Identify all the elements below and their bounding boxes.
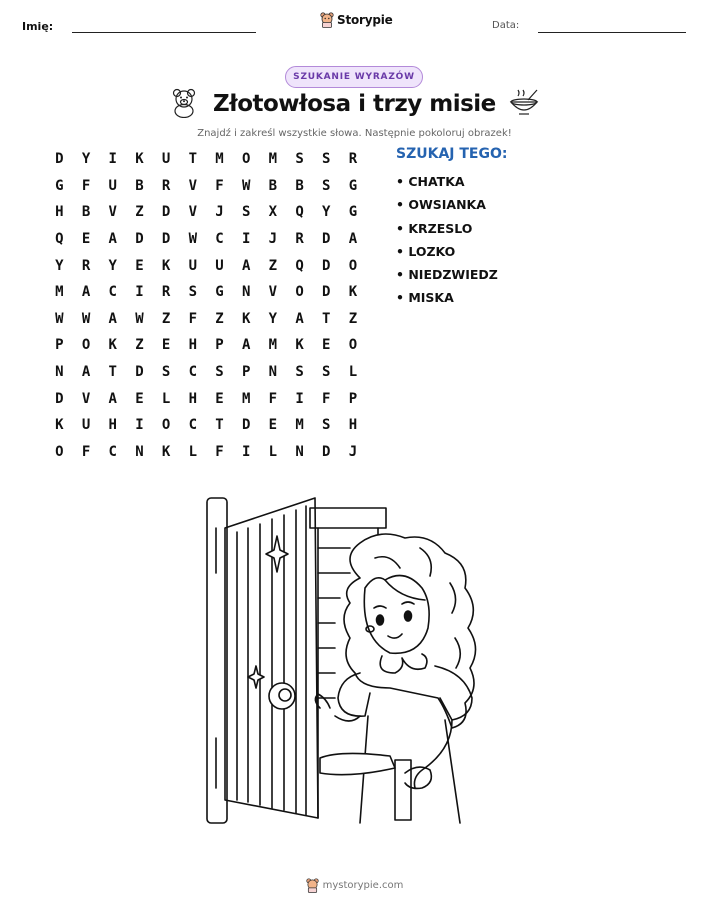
name-field-line [72,32,256,33]
grid-letter[interactable]: E [268,417,278,434]
grid-letter[interactable]: G [215,284,224,301]
grid-letter[interactable]: C [215,231,224,248]
grid-letter[interactable]: U [108,177,117,194]
grid-letter[interactable]: D [241,417,251,434]
grid-letter[interactable]: G [55,177,64,194]
grid-letter[interactable]: K [55,417,64,434]
grid-row [46,199,366,226]
grid-letter[interactable]: D [55,390,64,407]
grid-letter[interactable]: R [348,151,358,168]
grid-letter[interactable]: H [188,390,197,407]
word-list-item: • KRZESLO [396,217,498,240]
grid-letter[interactable]: F [215,177,224,194]
date-label: Data: [492,20,520,31]
page-header [0,14,709,44]
grid-letter[interactable]: H [108,417,117,434]
grid-letter[interactable]: H [348,417,358,434]
grid-letter[interactable]: D [55,151,64,168]
bear-mascot-icon [320,12,334,28]
grid-letter[interactable]: T [108,364,117,381]
grid-letter[interactable]: B [135,177,144,194]
grid-letter[interactable]: N [268,364,278,381]
grid-letter[interactable]: S [241,204,251,221]
grid-letter[interactable]: W [55,310,64,327]
grid-letter[interactable]: I [295,390,304,407]
grid-letter[interactable]: K [295,337,304,354]
word-search-grid [46,146,366,465]
grid-letter[interactable]: Q [295,257,304,274]
grid-letter[interactable]: O [295,284,304,301]
grid-letter[interactable]: S [322,364,331,381]
grid-letter[interactable]: J [268,231,278,248]
grid-letter[interactable]: S [295,364,304,381]
grid-letter[interactable]: Q [295,204,304,221]
grid-letter[interactable]: P [241,364,251,381]
goldilocks-door-illustration [190,488,490,828]
grid-letter[interactable]: N [295,443,304,460]
grid-letter[interactable]: D [322,231,331,248]
grid-letter[interactable]: L [268,443,278,460]
grid-letter[interactable]: W [81,310,91,327]
grid-letter[interactable]: S [322,417,331,434]
grid-letter[interactable]: K [108,337,117,354]
grid-letter[interactable]: H [55,204,64,221]
name-label: Imię: [22,20,54,33]
brand-logo [320,12,393,28]
grid-row [46,226,366,253]
grid-letter[interactable]: K [161,257,171,274]
grid-letter[interactable]: K [161,443,171,460]
grid-letter[interactable]: Y [268,310,278,327]
grid-row [46,412,366,439]
grid-letter[interactable]: A [108,310,117,327]
grid-letter[interactable]: V [81,390,91,407]
grid-row [46,173,366,200]
grid-letter[interactable]: A [295,310,304,327]
grid-letter[interactable]: F [81,177,91,194]
grid-letter[interactable]: P [215,337,224,354]
grid-letter[interactable]: I [108,151,117,168]
bear-mascot-icon [306,878,319,893]
grid-letter[interactable]: O [161,417,171,434]
grid-letter[interactable]: Y [108,257,117,274]
grid-letter[interactable]: R [161,284,171,301]
bear-icon [170,88,198,118]
grid-letter[interactable]: E [322,337,331,354]
grid-letter[interactable]: Z [215,310,224,327]
grid-letter[interactable]: W [188,231,197,248]
grid-letter[interactable]: S [161,364,171,381]
grid-letter[interactable]: J [215,204,224,221]
grid-letter[interactable]: I [135,284,144,301]
grid-letter[interactable]: T [188,151,197,168]
grid-letter[interactable]: F [188,310,197,327]
grid-letter[interactable]: K [348,284,358,301]
grid-letter[interactable]: Y [81,151,91,168]
instructions: Znajdź i zakreśl wszystkie słowa. Następnie pokoloruj obrazek! [197,128,512,139]
grid-letter[interactable]: E [81,231,91,248]
date-field-line [538,32,686,33]
grid-letter[interactable]: E [215,390,224,407]
grid-letter[interactable]: K [135,151,144,168]
grid-letter[interactable]: C [188,417,197,434]
grid-letter[interactable]: N [55,364,64,381]
grid-letter[interactable]: V [188,204,197,221]
page-title: Złotowłosa i trzy misie [213,91,496,117]
grid-letter[interactable]: A [108,231,117,248]
grid-letter[interactable]: S [188,284,197,301]
word-list-title: SZUKAJ TEGO: [396,146,508,162]
grid-letter[interactable]: F [268,390,278,407]
grid-letter[interactable]: V [108,204,117,221]
grid-letter[interactable]: I [241,443,251,460]
word-list-item: • NIEDZWIEDZ [396,263,498,286]
grid-letter[interactable]: D [322,257,331,274]
grid-letter[interactable]: B [268,177,278,194]
grid-letter[interactable]: M [241,390,251,407]
grid-row [46,359,366,386]
grid-letter[interactable]: F [81,443,91,460]
grid-letter[interactable]: F [215,443,224,460]
grid-letter[interactable]: G [348,204,358,221]
grid-letter[interactable]: O [81,337,91,354]
grid-letter[interactable]: D [322,284,331,301]
grid-letter[interactable]: C [108,443,117,460]
grid-letter[interactable]: I [135,417,144,434]
grid-letter[interactable]: K [241,310,251,327]
grid-letter[interactable]: O [241,151,251,168]
grid-letter[interactable]: O [55,443,64,460]
grid-letter[interactable]: B [81,204,91,221]
grid-letter[interactable]: A [241,257,251,274]
grid-letter[interactable]: R [295,231,304,248]
grid-letter[interactable]: R [81,257,91,274]
grid-letter[interactable]: X [268,204,278,221]
grid-row [46,146,366,173]
grid-letter[interactable]: D [322,443,331,460]
grid-row [46,279,366,306]
grid-letter[interactable]: U [161,151,171,168]
grid-letter[interactable]: D [135,364,144,381]
grid-row [46,439,366,466]
grid-letter[interactable]: U [215,257,224,274]
grid-letter[interactable]: W [241,177,251,194]
word-list-item: • LOZKO [396,240,498,263]
grid-letter[interactable]: D [135,231,144,248]
grid-letter[interactable]: T [215,417,224,434]
grid-letter[interactable]: A [81,284,91,301]
grid-letter[interactable]: P [55,337,64,354]
grid-letter[interactable]: Y [322,204,331,221]
grid-letter[interactable]: E [135,257,144,274]
grid-letter[interactable]: T [322,310,331,327]
grid-letter[interactable]: P [348,390,358,407]
grid-letter[interactable]: M [268,337,278,354]
grid-letter[interactable]: C [108,284,117,301]
grid-letter[interactable]: V [268,284,278,301]
grid-letter[interactable]: U [188,257,197,274]
grid-letter[interactable]: M [215,151,224,168]
title-row [0,88,709,124]
word-list-item: • MISKA [396,286,498,309]
grid-letter[interactable]: Q [55,231,64,248]
grid-letter[interactable]: J [348,443,358,460]
grid-letter[interactable]: Z [161,310,171,327]
footer-url: mystorypie.com [322,880,404,891]
grid-letter[interactable]: Z [135,337,144,354]
grid-letter[interactable]: C [188,364,197,381]
grid-letter[interactable]: S [215,364,224,381]
grid-letter[interactable]: Z [268,257,278,274]
grid-letter[interactable]: L [161,390,171,407]
grid-letter[interactable]: V [188,177,197,194]
grid-letter[interactable]: Z [348,310,358,327]
grid-letter[interactable]: Z [135,204,144,221]
porridge-bowl-icon [508,88,540,118]
grid-letter[interactable]: E [135,390,144,407]
grid-letter[interactable]: F [322,390,331,407]
grid-row [46,332,366,359]
grid-letter[interactable]: N [135,443,144,460]
grid-letter[interactable]: L [188,443,197,460]
grid-letter[interactable]: R [161,177,171,194]
grid-letter[interactable]: D [161,204,171,221]
grid-letter[interactable]: G [348,177,358,194]
grid-letter[interactable]: S [295,151,304,168]
grid-letter[interactable]: H [188,337,197,354]
word-list [396,170,498,310]
grid-letter[interactable]: M [295,417,304,434]
grid-letter[interactable]: N [241,284,251,301]
grid-letter[interactable]: M [55,284,64,301]
grid-letter[interactable]: W [135,310,144,327]
grid-letter[interactable]: I [241,231,251,248]
grid-row [46,306,366,333]
grid-letter[interactable]: A [108,390,117,407]
grid-letter[interactable]: D [161,231,171,248]
brand-name: Storypie [337,13,393,27]
grid-row [46,252,366,279]
grid-letter[interactable]: B [295,177,304,194]
word-list-item: • CHATKA [396,170,498,193]
grid-letter[interactable]: A [348,231,358,248]
category-badge: SZUKANIE WYRAZÓW [285,66,423,88]
grid-letter[interactable]: U [81,417,91,434]
grid-letter[interactable]: A [241,337,251,354]
page-footer [0,878,709,893]
grid-letter[interactable]: S [322,151,331,168]
grid-letter[interactable]: O [348,257,358,274]
grid-row [46,385,366,412]
grid-letter[interactable]: A [81,364,91,381]
grid-letter[interactable]: E [161,337,171,354]
grid-letter[interactable]: M [268,151,278,168]
grid-letter[interactable]: S [322,177,331,194]
grid-letter[interactable]: O [348,337,358,354]
word-list-item: • OWSIANKA [396,193,498,216]
grid-letter[interactable]: Y [55,257,64,274]
grid-letter[interactable]: L [348,364,358,381]
